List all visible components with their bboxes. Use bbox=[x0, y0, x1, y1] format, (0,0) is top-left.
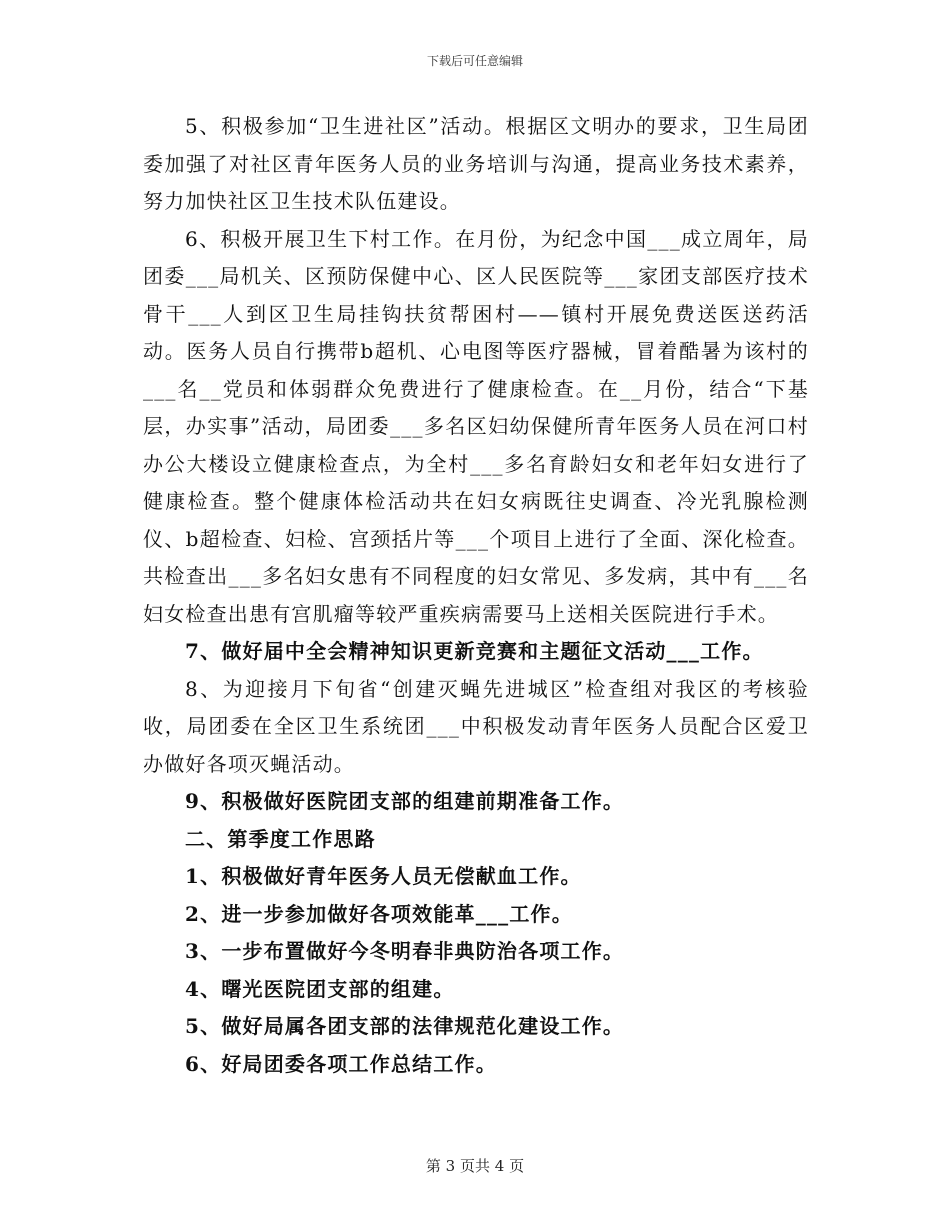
page-header-note: 下载后可任意编辑 bbox=[426, 54, 523, 68]
paragraph-7: 7、做好届中全会精神知识更新竞赛和主题征文活动___工作。 bbox=[185, 639, 764, 663]
paragraph-6: 6、积极开展卫生下村工作。在月份，为纪念中国___成立周年，局团委___局机关、区预防保健中心、区人民医院等___家团支部医疗技术骨干___人到区卫生局挂钩扶贫帮困村——镇村开展免费送医送药活动。医务人员自行携带b超机、心电图等医疗器械，冒着酷暑为该村的___名__党员和体弱群众免费进行了健康检查。在__月份，结合“下基层，办实事”活动，局团委___多名区妇幼保健所青年医务人员在河口村办公大楼设立健康检查点，为全村___多名育龄妇女和老年妇女进行了健康检查。整个健康体检活动共在妇女病既往史调查、冷光乳腺检测仪、b超检查、妇检、宫颈括片等___个项目上进行了全面、深化检查。共检查出___多名妇女患有不同程度的妇女常见、多发病，其中有___名妇女检查出患有宫肌瘤等较严重疾病需要马上送相关医院进行手术。 bbox=[143, 226, 809, 626]
plan-item-2: 2、进一步参加做好各项效能革___工作。 bbox=[185, 901, 573, 926]
plan-item-5: 5、做好局属各团支部的法律规范化建设工作。 bbox=[185, 1014, 625, 1038]
paragraph-5: 5、积极参加“卫生进社区”活动。根据区文明办的要求，卫生局团委加强了对社区青年医务人员的业务培训与沟通，提高业务技术素养，努力加快社区卫生技术队伍建设。 bbox=[143, 114, 809, 213]
document-body bbox=[143, 108, 809, 1083]
page-footer-indicator: 第 3 页共 4 页 bbox=[425, 1157, 525, 1175]
paragraph-8: 8、为迎接月下旬省“创建灭蝇先进城区”检查组对我区的考核验收，局团委在全区卫生系统团___中积极发动青年医务人员配合区爱卫办做好各项灭蝇活动。 bbox=[143, 676, 809, 776]
plan-item-6: 6、好局团委各项工作总结工作。 bbox=[185, 1051, 497, 1076]
plan-item-4: 4、曙光医院团支部的组建。 bbox=[185, 976, 455, 1001]
paragraph-9: 9、积极做好医院团支部的组建前期准备工作。 bbox=[185, 789, 625, 813]
plan-item-1: 1、积极做好青年医务人员无偿献血工作。 bbox=[185, 864, 582, 888]
plan-item-3: 3、一步布置做好今冬明春非典防治各项工作。 bbox=[185, 939, 625, 963]
section-heading-2: 二、第季度工作思路 bbox=[185, 826, 376, 851]
